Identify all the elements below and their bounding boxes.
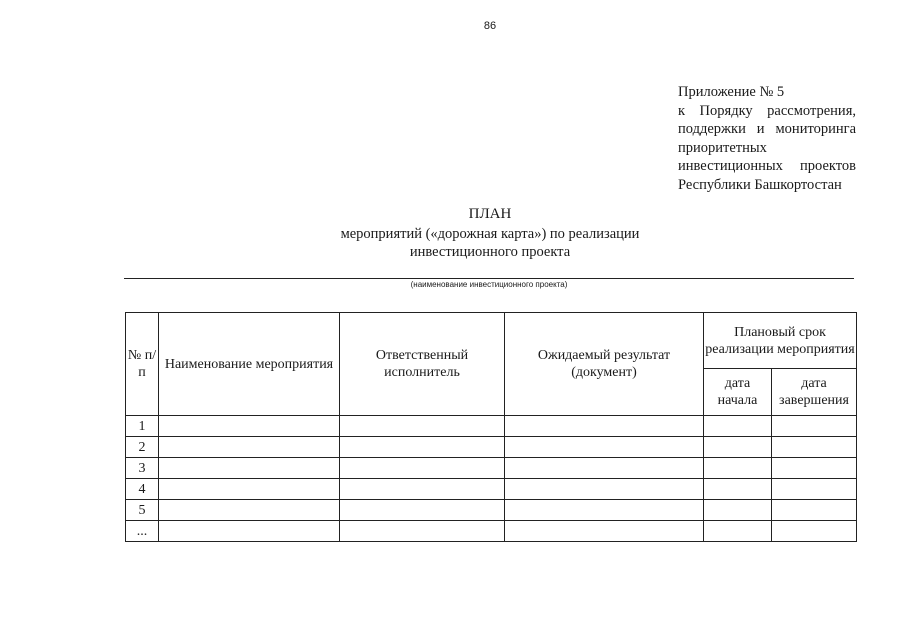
cell-end <box>772 437 857 458</box>
header-start-date: дата начала <box>704 369 772 416</box>
appendix-line-2: к Порядку рассмотрения, <box>678 102 856 119</box>
header-end-date: дата завершения <box>772 369 857 416</box>
row-number: 1 <box>126 416 159 437</box>
cell-responsible <box>340 437 505 458</box>
table-row <box>126 458 857 479</box>
table-row <box>126 437 857 458</box>
cell-start <box>704 437 772 458</box>
row-number: 2 <box>126 437 159 458</box>
row-number: 3 <box>126 458 159 479</box>
table-row <box>126 521 857 542</box>
plan-subtitle-line-2: инвестиционного проекта <box>409 244 571 260</box>
table-row <box>126 479 857 500</box>
header-name: Наименование мероприятия <box>159 313 340 416</box>
cell-name <box>159 458 340 479</box>
cell-end <box>772 458 857 479</box>
cell-responsible <box>340 416 505 437</box>
cell-responsible <box>340 500 505 521</box>
table-row <box>126 500 857 521</box>
appendix-line-3: поддержки и мониторинга <box>678 121 856 137</box>
page-number: 86 <box>483 20 497 32</box>
cell-end <box>772 416 857 437</box>
header-num: № п/п <box>126 313 159 416</box>
appendix-line-6: Республики Башкортостан <box>678 176 842 193</box>
header-responsible: Ответственный исполнитель <box>340 313 505 416</box>
row-number: ... <box>126 521 159 542</box>
appendix-line-5: инвестиционных проектов <box>678 158 856 174</box>
cell-start <box>704 479 772 500</box>
roadmap-table <box>125 312 857 542</box>
plan-title: ПЛАН <box>468 206 512 222</box>
cell-responsible <box>340 479 505 500</box>
cell-start <box>704 521 772 542</box>
row-number: 4 <box>126 479 159 500</box>
cell-result <box>505 479 704 500</box>
appendix-title: Приложение № 5 <box>678 84 785 100</box>
header-deadline: Плановый срок реализации мероприятия <box>704 313 857 369</box>
cell-result <box>505 458 704 479</box>
project-name-caption: (наименование инвестиционного проекта) <box>410 280 568 289</box>
header-result: Ожидаемый результат (документ) <box>505 313 704 416</box>
cell-end <box>772 479 857 500</box>
plan-subtitle-line-1: мероприятий («дорожная карта») по реализации <box>340 226 640 242</box>
plan-heading <box>320 205 660 261</box>
cell-name <box>159 437 340 458</box>
cell-responsible <box>340 521 505 542</box>
cell-end <box>772 500 857 521</box>
row-number: 5 <box>126 500 159 521</box>
project-name-line <box>124 278 854 279</box>
cell-name <box>159 479 340 500</box>
cell-end <box>772 521 857 542</box>
cell-result <box>505 521 704 542</box>
cell-result <box>505 416 704 437</box>
table-row <box>126 416 857 437</box>
cell-start <box>704 416 772 437</box>
cell-name <box>159 416 340 437</box>
cell-result <box>505 437 704 458</box>
cell-result <box>505 500 704 521</box>
appendix-block <box>678 83 856 194</box>
cell-responsible <box>340 458 505 479</box>
appendix-line-4: приоритетных <box>678 139 767 156</box>
cell-name <box>159 521 340 542</box>
cell-start <box>704 500 772 521</box>
cell-start <box>704 458 772 479</box>
cell-name <box>159 500 340 521</box>
